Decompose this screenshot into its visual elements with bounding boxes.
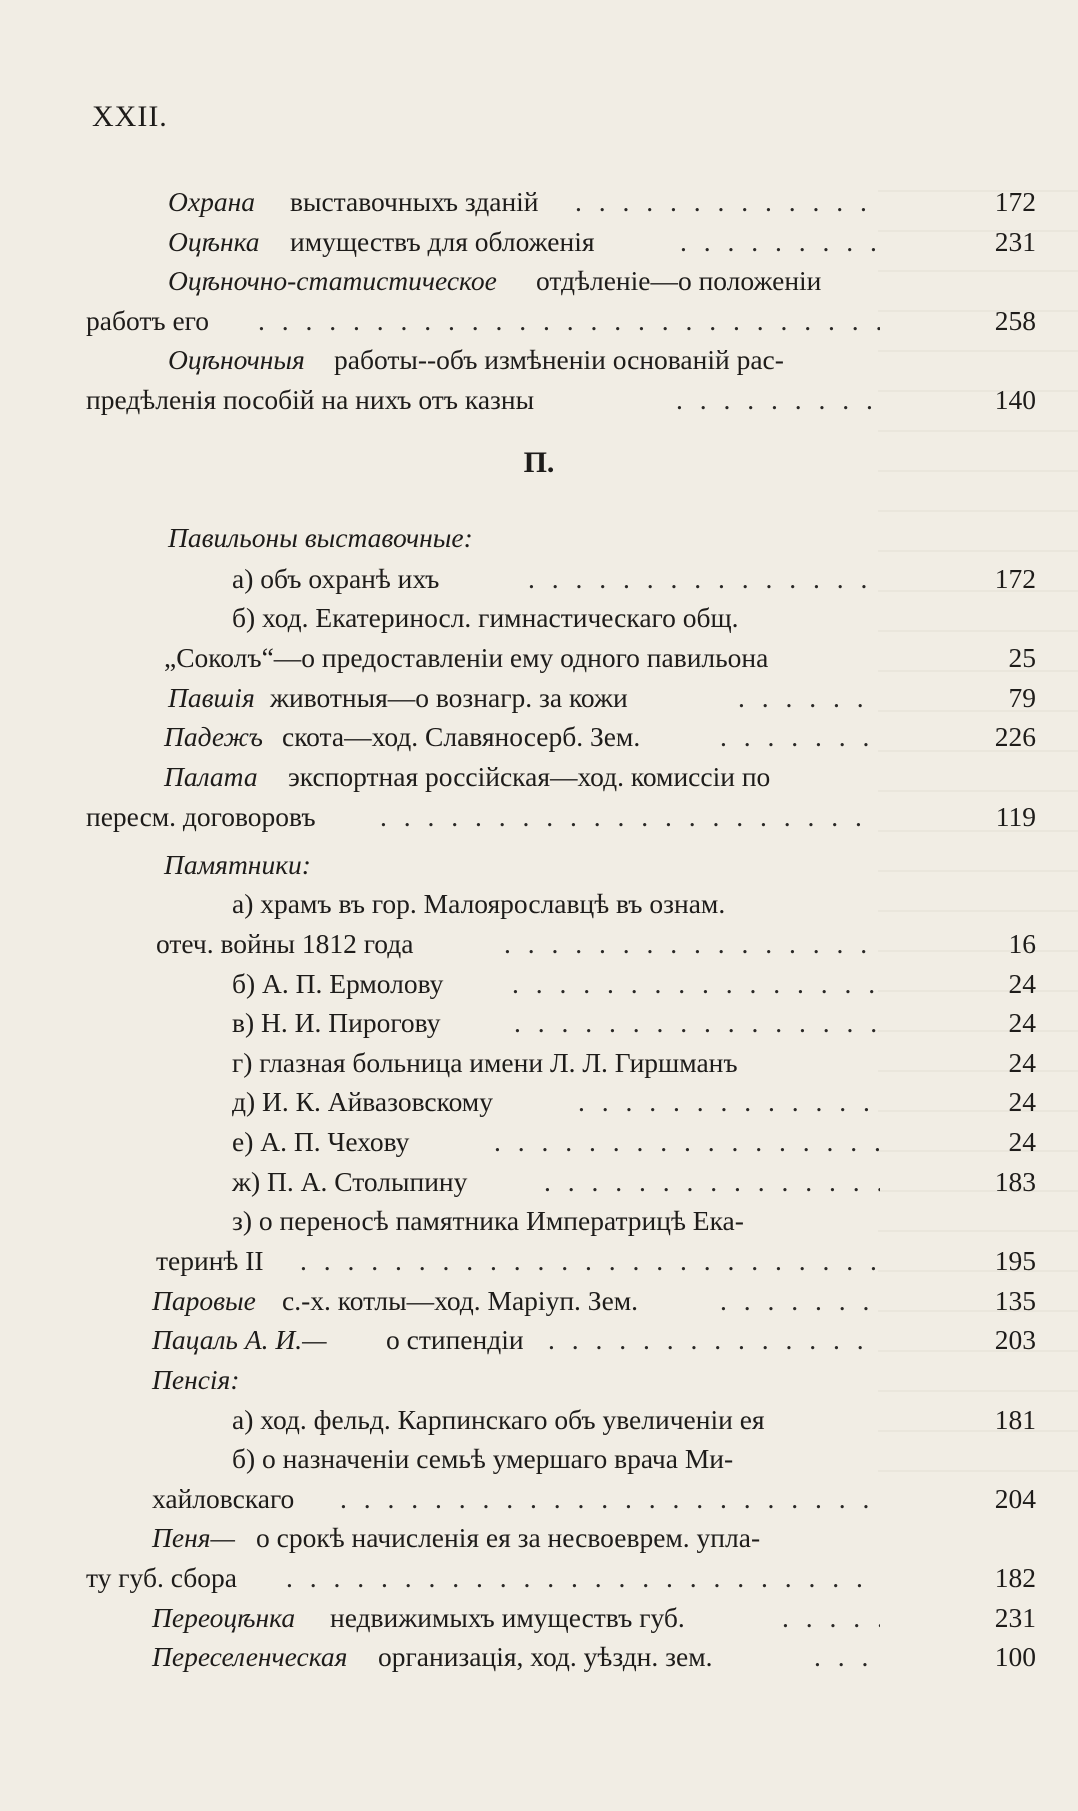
page-reference: 181 — [994, 1404, 1036, 1435]
entry-keyword: Палата — [164, 761, 258, 792]
entry-text: д) И. К. Айвазовскому — [232, 1086, 493, 1117]
entry-text: имуществъ для обложенія — [290, 226, 595, 257]
page-reference: 204 — [994, 1483, 1036, 1514]
page-reference: 172 — [994, 186, 1036, 217]
dot-leader — [578, 1083, 880, 1121]
page-reference: 24 — [1008, 1086, 1036, 1117]
dot-leader — [512, 965, 880, 1003]
index-line — [0, 1519, 1078, 1557]
page-reference: 25 — [1008, 642, 1036, 673]
index-line — [0, 1321, 1078, 1359]
entry-text: „Соколъ“—о предоставленіи ему одного павильона — [164, 642, 769, 673]
dot-leader — [528, 560, 880, 598]
index-line — [0, 1282, 1078, 1320]
index-line — [0, 1638, 1078, 1676]
index-line — [0, 1559, 1078, 1597]
section-heading: П. — [523, 446, 555, 479]
index-line — [0, 1044, 1078, 1082]
page-reference: 182 — [994, 1562, 1036, 1593]
index-line — [0, 885, 1078, 923]
entry-keyword: Охрана — [168, 186, 255, 217]
entry-keyword: Памятники: — [164, 849, 311, 880]
entry-text: а) храмъ въ гор. Малоярославцѣ въ ознам. — [232, 888, 726, 919]
page-reference: 183 — [994, 1166, 1036, 1197]
index-line — [0, 925, 1078, 963]
page-reference: 24 — [1008, 1047, 1036, 1078]
dot-leader — [286, 1559, 880, 1597]
index-line — [0, 341, 1078, 379]
entry-text: о срокѣ начисленія ея за несвоеврем. упла- — [256, 1522, 761, 1553]
page-reference: 231 — [994, 226, 1036, 257]
page-reference: 119 — [995, 801, 1036, 832]
index-line — [0, 639, 1078, 677]
entry-text: в) Н. И. Пирогову — [232, 1007, 441, 1038]
entry-keyword: Пенсія: — [152, 1364, 240, 1395]
index-line — [0, 846, 1078, 884]
entry-text: б) А. П. Ермолову — [232, 968, 444, 999]
entry-text: предѣленія пособій на нихъ отъ казны — [86, 384, 535, 415]
entry-keyword: Оцѣнка — [168, 226, 260, 257]
dot-leader — [504, 925, 880, 963]
entry-keyword: Падежъ — [164, 721, 263, 752]
entry-text: с.-х. котлы—ход. Маріуп. Зем. — [282, 1285, 639, 1316]
entry-text: з) о переносѣ памятника Императрицѣ Ека- — [232, 1205, 744, 1236]
dot-leader — [544, 1163, 880, 1201]
dot-leader — [258, 302, 880, 340]
index-line — [0, 262, 1078, 300]
dot-leader — [575, 183, 880, 221]
page-reference: 24 — [1008, 1126, 1036, 1157]
page-reference: 231 — [994, 1602, 1036, 1633]
entry-keyword: Переселенческая — [152, 1641, 348, 1672]
entry-text: ж) П. А. Столыпину — [232, 1166, 468, 1197]
entry-text: б) ход. Екатериносл. гимнастическаго общ. — [232, 602, 739, 633]
entry-keyword: Паровые — [152, 1285, 256, 1316]
index-line — [0, 1083, 1078, 1121]
page-reference: 79 — [1008, 682, 1036, 713]
index-line — [0, 1440, 1078, 1478]
entry-text: скота—ход. Славяносерб. Зем. — [282, 721, 641, 752]
page-reference: 24 — [1008, 968, 1036, 999]
index-line — [0, 599, 1078, 637]
index-line — [0, 1123, 1078, 1161]
entry-keyword: Пацаль А. И.— — [152, 1324, 327, 1355]
entry-keyword: Переоцѣнка — [152, 1602, 296, 1633]
index-line — [0, 798, 1078, 836]
entry-text: работы--объ измѣненіи основаній рас- — [334, 344, 784, 375]
page-reference: 203 — [994, 1324, 1036, 1355]
index-line — [0, 1480, 1078, 1518]
index-line — [0, 1361, 1078, 1399]
dot-leader — [380, 798, 880, 836]
page-reference: 172 — [994, 563, 1036, 594]
page-reference: 135 — [994, 1285, 1036, 1316]
page-reference: 226 — [994, 721, 1036, 752]
index-line — [0, 560, 1078, 598]
page-reference: 258 — [994, 305, 1036, 336]
entry-keyword: Оцѣночно-статистическое — [168, 265, 497, 296]
index-line — [0, 223, 1078, 261]
entry-text: г) глазная больница имени Л. Л. Гиршманъ — [232, 1047, 738, 1078]
entry-keyword: Пеня— — [152, 1522, 235, 1553]
index-line — [0, 965, 1078, 1003]
page-reference: 100 — [994, 1641, 1036, 1672]
index-line — [0, 718, 1078, 756]
page-reference: 24 — [1008, 1007, 1036, 1038]
index-line — [0, 183, 1078, 221]
entry-text: выставочныхъ зданій — [290, 186, 539, 217]
entry-text: отеч. войны 1812 года — [156, 928, 414, 959]
index-line — [0, 302, 1078, 340]
entry-text: хайловскаго — [152, 1483, 295, 1514]
entry-text: организація, ход. уѣздн. зем. — [378, 1641, 713, 1672]
entry-text: а) объ охранѣ ихъ — [232, 563, 440, 594]
entry-text: а) ход. фельд. Карпинскаго объ увеличеніи ея — [232, 1404, 765, 1435]
index-line — [0, 381, 1078, 419]
index-line — [0, 1599, 1078, 1637]
entry-text: недвижимыхъ имуществъ губ. — [330, 1602, 685, 1633]
entry-text: ту губ. сбора — [86, 1562, 237, 1593]
entry-text: б) о назначеніи семьѣ умершаго врача Ми- — [232, 1443, 734, 1474]
dot-leader — [494, 1123, 880, 1161]
dot-leader — [548, 1321, 880, 1359]
entry-text: теринѣ II — [156, 1245, 264, 1276]
entry-keyword: Оцѣночныя — [168, 344, 305, 375]
dot-leader — [782, 1599, 880, 1637]
dot-leader — [300, 1242, 880, 1280]
entry-keyword: Павильоны выставочные: — [168, 522, 473, 553]
dot-leader — [514, 1004, 880, 1042]
entry-text: работъ его — [86, 305, 209, 336]
dot-leader — [720, 1282, 880, 1320]
index-line — [0, 1202, 1078, 1240]
dot-leader — [680, 223, 880, 261]
entry-text: отдѣленіе—о положеніи — [536, 265, 822, 296]
page-reference: 140 — [994, 384, 1036, 415]
entry-keyword: Павшія — [168, 682, 255, 713]
dot-leader — [676, 381, 880, 419]
dot-leader — [814, 1638, 880, 1676]
page-number: XXII. — [92, 100, 168, 133]
entry-text: о стипендіи — [386, 1324, 524, 1355]
index-line — [0, 1401, 1078, 1439]
index-line — [0, 1242, 1078, 1280]
dot-leader — [738, 679, 880, 717]
entry-text: е) А. П. Чехову — [232, 1126, 410, 1157]
entry-text: животныя—о вознагр. за кожи — [270, 682, 628, 713]
entry-text: пересм. договоровъ — [86, 801, 316, 832]
entry-text: экспортная россійская—ход. комиссіи по — [288, 761, 771, 792]
index-line — [0, 758, 1078, 796]
page-reference: 16 — [1008, 928, 1036, 959]
dot-leader — [720, 718, 880, 756]
index-line — [0, 1004, 1078, 1042]
index-line — [0, 1163, 1078, 1201]
page-reference: 195 — [994, 1245, 1036, 1276]
index-line — [0, 679, 1078, 717]
dot-leader — [340, 1480, 880, 1518]
index-line — [0, 519, 1078, 557]
